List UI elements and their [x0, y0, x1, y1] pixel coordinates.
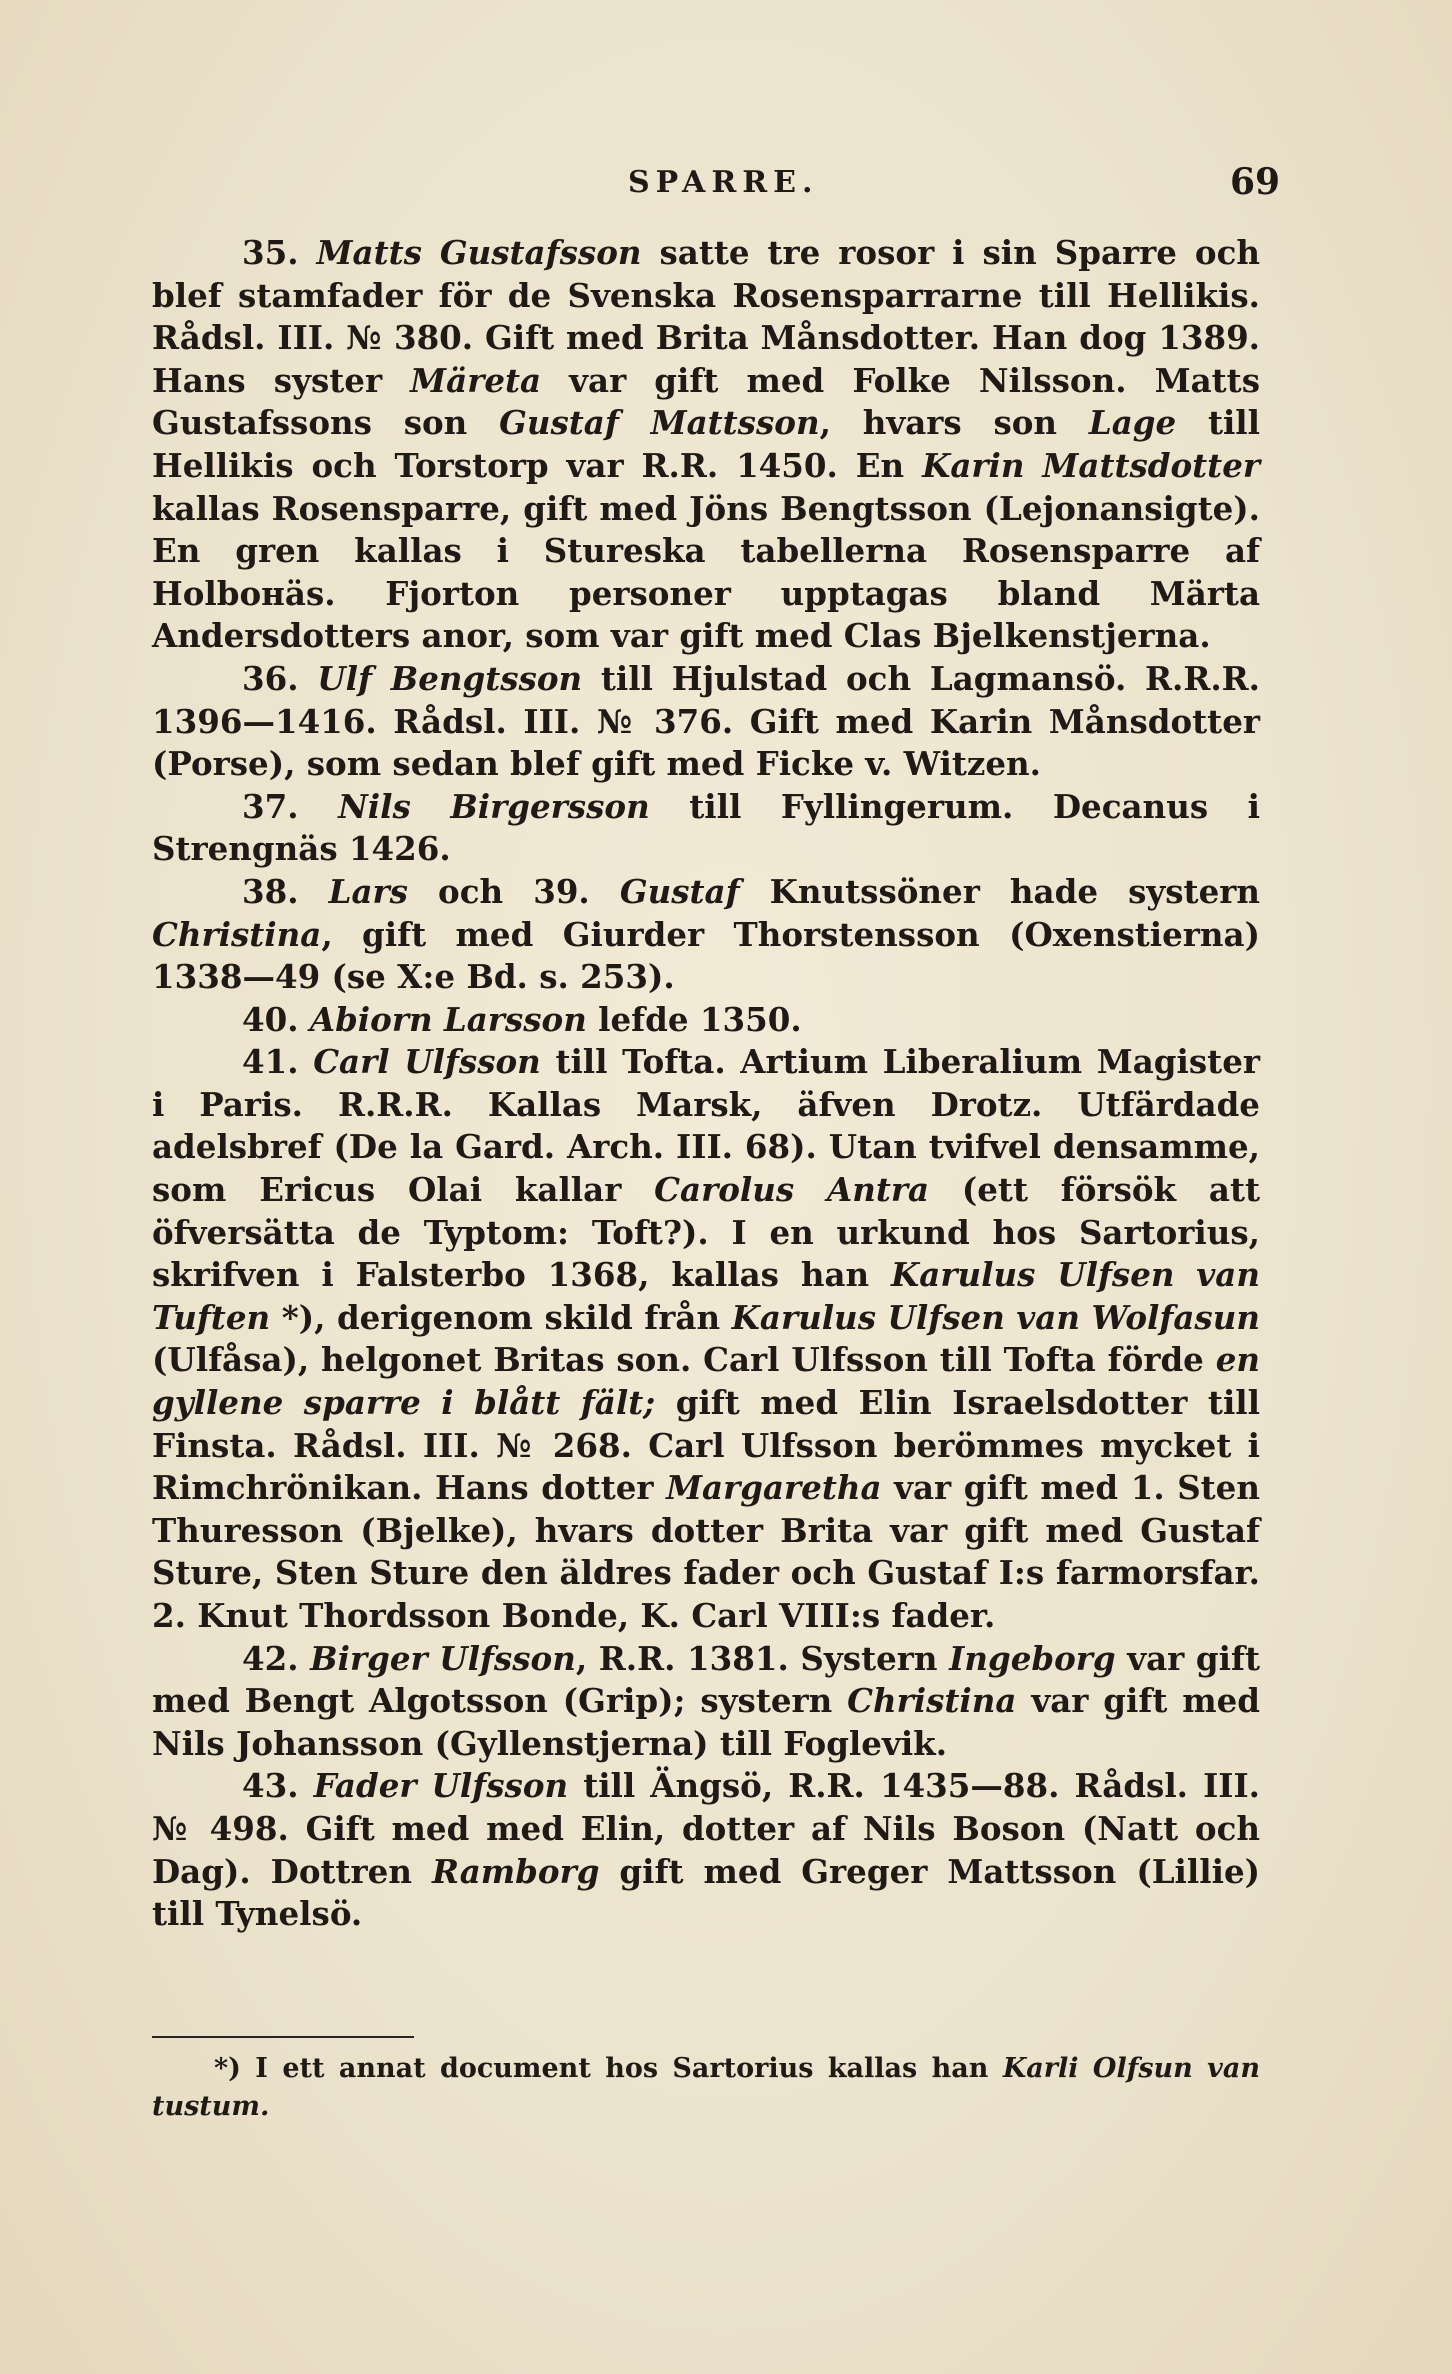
italic-text: Christina — [847, 1681, 1017, 1721]
page-number: 69 — [1230, 161, 1281, 203]
running-head — [0, 155, 1452, 205]
text-run: , gift med Giurder Thorstensson (Oxenstierna) 1338—49 (se X:e Bd. s. 253). — [152, 914, 1260, 997]
italic-text: Matts Gustafsson — [316, 233, 642, 272]
text-run: lefde 1350. — [586, 999, 802, 1039]
text-run: gift med Greger Mattsson (Lillie) till Tynelsö. — [152, 1851, 1260, 1934]
text-run: till Tofta. Artium Liberalium Magister i Paris. R.R.R. Kallas Marsk, äfven Drotz. Utfärdade adelsbref (De la Gard. Arch. III. 68). Utan tvifvel densamme, som Ericus Olai kallar — [152, 1042, 1260, 1210]
italic-text: Karin Mattsdotter — [922, 445, 1260, 485]
paragraph-37 — [152, 786, 1260, 871]
italic-text: Ramborg — [431, 1851, 600, 1891]
text-run: 36. — [242, 658, 318, 698]
footnote-text — [152, 2050, 1260, 2126]
text-run: , hvars son — [819, 403, 1089, 443]
text-run: till Hjulstad och Lagmansö. R.R.R. 1396—1416. Rådsl. III. № 376. Gift med Karin Månsdotter (Porse), som sedan blef gift med Ficke v. Witzen. — [152, 658, 1260, 784]
italic-text: Gustaf Mattsson — [499, 403, 820, 443]
text-run: Knutssöner hade systern — [739, 871, 1260, 911]
italic-text: Gustaf — [619, 871, 740, 911]
text-run: och 39. — [407, 871, 620, 911]
paragraph-40 — [152, 999, 1260, 1042]
text-run: *), derigenom skild från — [270, 1297, 732, 1337]
italic-text: Abiorn Larsson — [309, 999, 587, 1039]
footnote-rule — [152, 2036, 414, 2038]
text-run: till Fyllingerum. Decanus i Strengnäs 1426. — [152, 786, 1261, 869]
italic-text: Nils Birgersson — [338, 786, 650, 826]
italic-text: Märeta — [410, 360, 542, 400]
text-run: (Ulfåsa), helgonet Britas son. Carl Ulfsson till Tofta förde — [152, 1340, 1216, 1380]
italic-text: Ulf Bengtsson — [317, 658, 583, 698]
text-run: satte tre rosor i sin Sparre och blef stamfader för de Svenska Rosensparrarne till Hellikis. Rådsl. III. № 380. Gift med Brita Månsdotter. Han dog 1389. Hans syster — [152, 233, 1260, 400]
text-run: till Hellikis och Torstorp var R.R. 1450. En — [152, 403, 1261, 485]
paragraph-42 — [152, 1638, 1260, 1766]
text-run: 38. — [242, 871, 329, 911]
italic-text: Karulus Ulfsen van Tuften — [152, 1255, 1260, 1337]
italic-text: Carolus Antra — [654, 1170, 930, 1210]
italic-text: Margaretha — [666, 1468, 882, 1508]
text-run: gift med Elin Israelsdotter till Finsta. Rådsl. III. № 268. Carl Ulfsson berömmes mycket i Rimchrönikan. Hans dotter — [152, 1383, 1260, 1508]
text-run: kallas Rosensparre, gift med Jöns Bengtsson (Lejonansigte). En gren kallas i Stureska tabellerna Rosensparre af Holboнäs. Fjorton personer upptagas bland Märta Andersdotters anor, som var gift med Clas Bjelkenstjerna. — [152, 488, 1260, 656]
body-text — [152, 232, 1260, 1936]
text-run: 43. — [242, 1766, 314, 1806]
italic-text: Lage — [1088, 403, 1177, 443]
text-run: var gift med Folke Nilsson. Matts Gustafssons son — [152, 360, 1260, 443]
italic-text: Christina — [152, 914, 322, 954]
text-run: 37. — [242, 786, 339, 826]
text-run: , R.R. 1381. Systern — [575, 1638, 950, 1678]
italic-text: Lars — [328, 871, 408, 911]
italic-text: en gyllene sparre i blått fält; — [152, 1340, 1260, 1423]
text-run: (ett försök att öfversätta de Typtom: Toft?). I en urkund hos Sartorius, skrifven i Falsterbo 1368, kallas han — [152, 1170, 1260, 1295]
italic-text: Fader Ulfsson — [313, 1766, 569, 1806]
text-run: var gift med 1. Sten Thuresson (Bjelke), hvars dotter Brita var gift med Gustaf Sture, Sten Sture den äldres fader och Gustaf I:s farmorsfar. 2. Knut Thordsson Bonde, K. Carl VIII:s fader. — [152, 1468, 1260, 1635]
italic-text: Karulus Ulfsen van Wolfasun — [731, 1297, 1260, 1337]
paragraph-35 — [152, 232, 1260, 658]
italic-text: Carl Ulfsson — [313, 1042, 541, 1082]
text-run: 42. — [242, 1638, 311, 1678]
text-run: 41. — [242, 1042, 314, 1082]
text-run: 35. — [242, 233, 317, 272]
running-title: SPARRE. — [628, 165, 819, 200]
text-run: till Ängsö, R.R. 1435—88. Rådsl. III. № 498. Gift med med Elin, dotter af Nils Boson (Natt och Dag). Dottren — [152, 1766, 1260, 1891]
text-run: *) I ett annat document hos Sartorius kallas han — [214, 2053, 1003, 2084]
italic-text: Karli Olfsun van tustum. — [152, 2053, 1260, 2122]
italic-text: Ingeborg — [949, 1638, 1116, 1678]
paragraph-38 — [152, 871, 1260, 999]
text-run: var gift med Bengt Algotsson (Grip); systern — [152, 1638, 1260, 1721]
text-run: var gift med Nils Johansson (Gyllenstjerna) till Foglevik. — [152, 1681, 1260, 1763]
text-run: 40. — [242, 999, 310, 1039]
paragraph-43 — [152, 1765, 1260, 1935]
paragraph-41 — [152, 1041, 1260, 1637]
footnote — [152, 2050, 1260, 2126]
paragraph-36 — [152, 658, 1260, 786]
italic-text: Birger Ulfsson — [310, 1638, 576, 1678]
